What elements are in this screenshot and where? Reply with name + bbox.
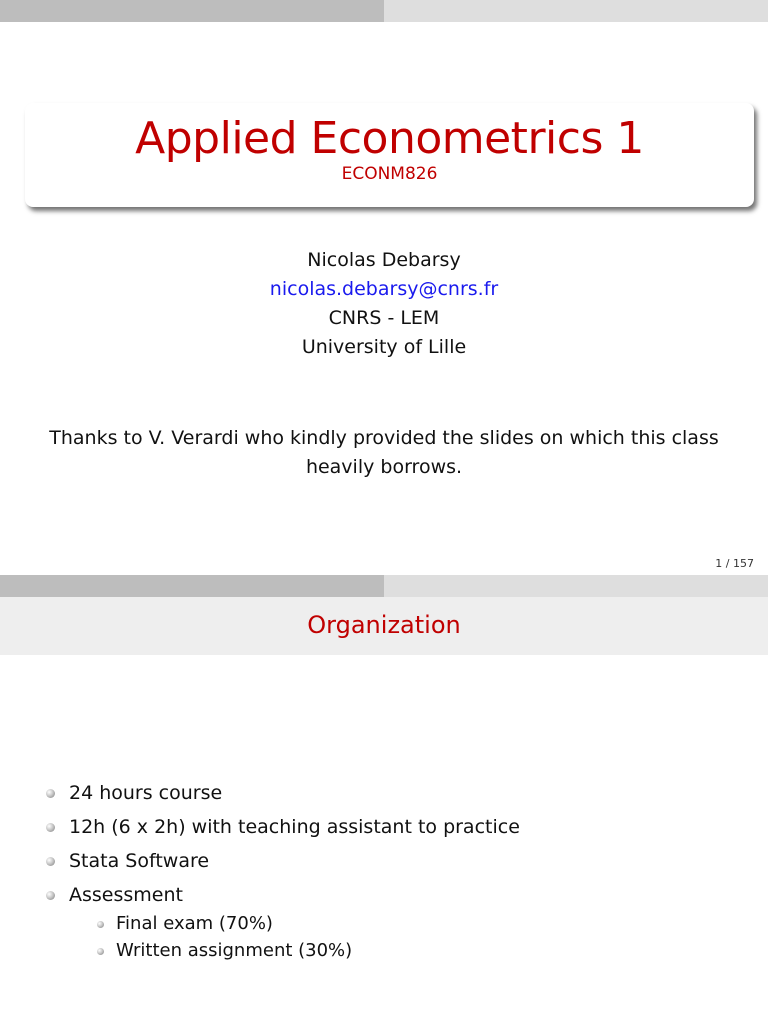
list-item xyxy=(45,781,520,815)
author-email-link[interactable]: nicolas.debarsy@cnrs.fr xyxy=(269,278,499,300)
top-bar-right-segment xyxy=(384,575,768,597)
title-box xyxy=(25,103,754,207)
sub-bullet-icon xyxy=(97,948,104,955)
bullet-icon xyxy=(46,823,55,832)
author-university: University of Lille xyxy=(301,336,467,358)
list-item xyxy=(45,849,520,883)
author-block xyxy=(0,246,768,362)
list-item-label: Assessment xyxy=(69,884,183,906)
presentation-title: Applied Econometrics 1 xyxy=(135,113,644,164)
top-bar-right-segment xyxy=(384,0,768,22)
sub-list-item xyxy=(45,940,520,967)
acknowledgement-text: Thanks to V. Verardi who kindly provided the slides on which this class heavily borrows. xyxy=(49,427,719,478)
list-item xyxy=(45,883,520,913)
bullet-icon xyxy=(46,789,55,798)
list-item-label: Stata Software xyxy=(69,850,210,872)
bullet-icon xyxy=(46,857,55,866)
bullet-list xyxy=(45,781,520,967)
bullet-icon xyxy=(46,891,55,900)
list-item-label: 24 hours course xyxy=(69,782,223,804)
author-name: Nicolas Debarsy xyxy=(307,249,461,271)
top-navigation-bar xyxy=(0,0,768,22)
top-bar-left-segment xyxy=(0,0,384,22)
sub-bullet-icon xyxy=(97,921,104,928)
section-title: Organization xyxy=(307,611,461,639)
organization-slide xyxy=(0,575,768,1024)
sub-list-item-label: Final exam (70%) xyxy=(116,913,273,934)
sub-list-item xyxy=(45,913,520,940)
list-item-label: 12h (6 x 2h) with teaching assistant to practice xyxy=(69,816,520,838)
author-affiliation: CNRS - LEM xyxy=(328,307,440,329)
course-code: ECONM826 xyxy=(341,164,438,184)
list-item xyxy=(45,815,520,849)
section-header-bar xyxy=(0,597,768,655)
top-navigation-bar xyxy=(0,575,768,597)
page-number: 1 / 157 xyxy=(715,557,754,570)
sub-list-item-label: Written assignment (30%) xyxy=(116,940,353,961)
top-bar-left-segment xyxy=(0,575,384,597)
